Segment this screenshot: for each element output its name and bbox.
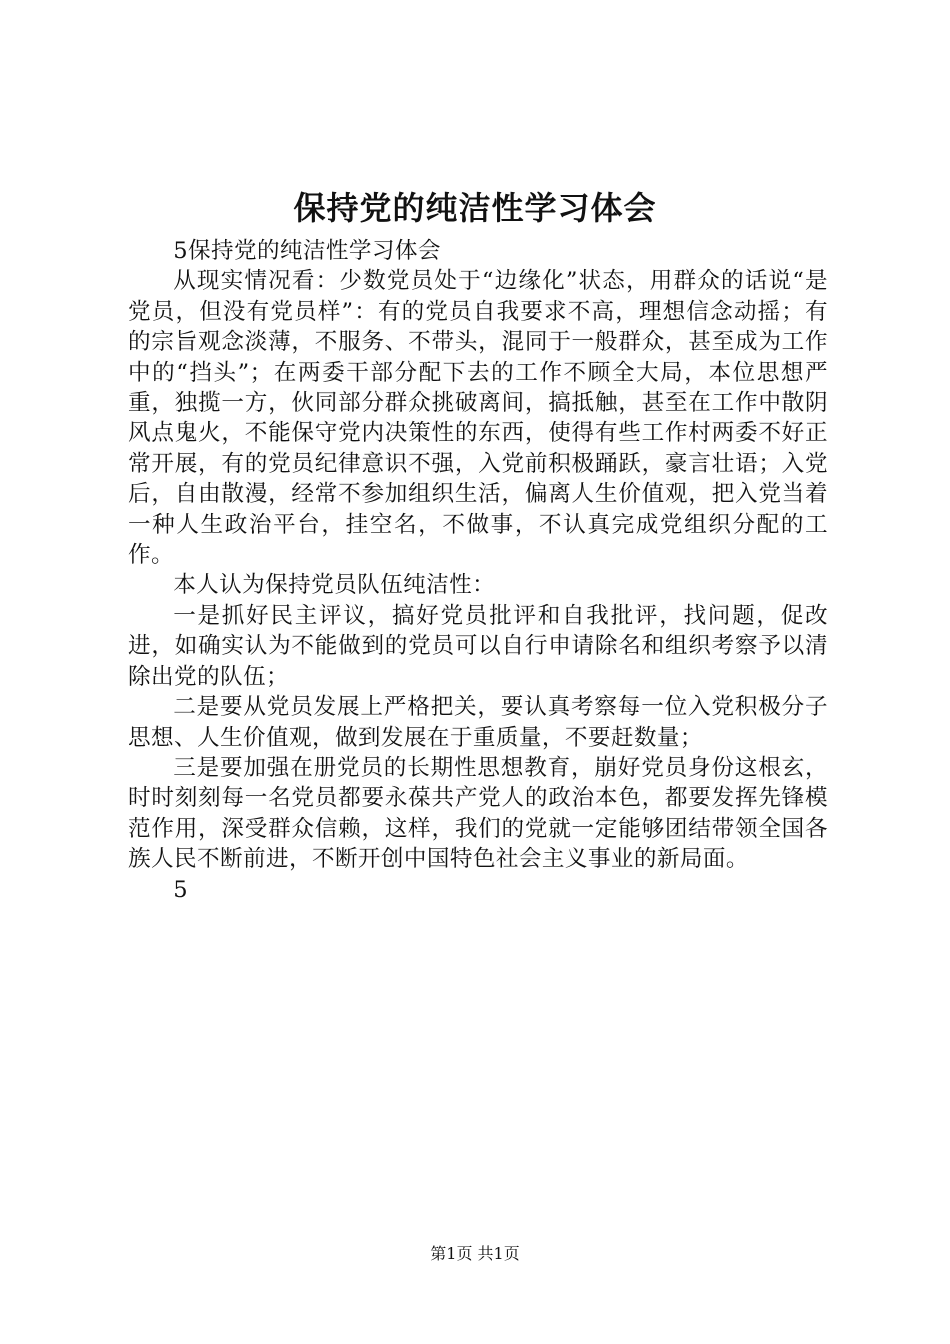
document-body [128,236,828,905]
body-paragraph: 三是要加强在册党员的长期性思想教育，崩好党员身份这根玄，时时刻刻每一名党员都要永葆共产党人的政治本色，都要发挥先锋模范作用，深受群众信赖，这样，我们的党就一定能够团结带领全国各族人民不断前进，不断开创中国特色社会主义事业的新局面。 [128,754,828,873]
trailing-number: 5 [173,876,188,903]
subtitle-paragraph: 5保持党的纯洁性学习体会 [173,238,441,264]
body-paragraph: 一是抓好民主评议，搞好党员批评和自我批评，找问题，促改进，如确实认为不能做到的党员可以自行申请除名和组织考察予以清除出党的队伍； [128,602,828,690]
body-paragraph: 二是要从党员发展上严格把关，要认真考察每一位入党积极分子思想、人生价值观，做到发展在于重质量，不要赶数量； [128,694,828,751]
page-footer: 第1页 共1页 [430,1244,520,1263]
body-paragraph: 从现实情况看：少数党员处于“边缘化”状态，用群众的话说“是党员，但没有党员样”：有的党员自我要求不高，理想信念动摇；有的宗旨观念淡薄，不服务、不带头，混同于一般群众，甚至成为工作中的“挡头”；在两委干部分配下去的工作不顾全大局，本位思想严重，独揽一方，伙同部分群众挑破离间，搞抵触，甚至在工作中散阴风点鬼火，不能保守党内决策性的东西，使得有些工作村两委不好正常开展，有的党员纪律意识不强，入党前积极踊跃，豪言壮语；入党后，自由散漫，经常不参加组织生活，偏离人生价值观，把入党当着一种人生政治平台，挂空名，不做事，不认真完成党组织分配的工作。 [128,268,828,569]
body-paragraph: 本人认为保持党员队伍纯洁性： [173,572,496,599]
document-title: 保持党的纯洁性学习体会 [293,189,657,227]
